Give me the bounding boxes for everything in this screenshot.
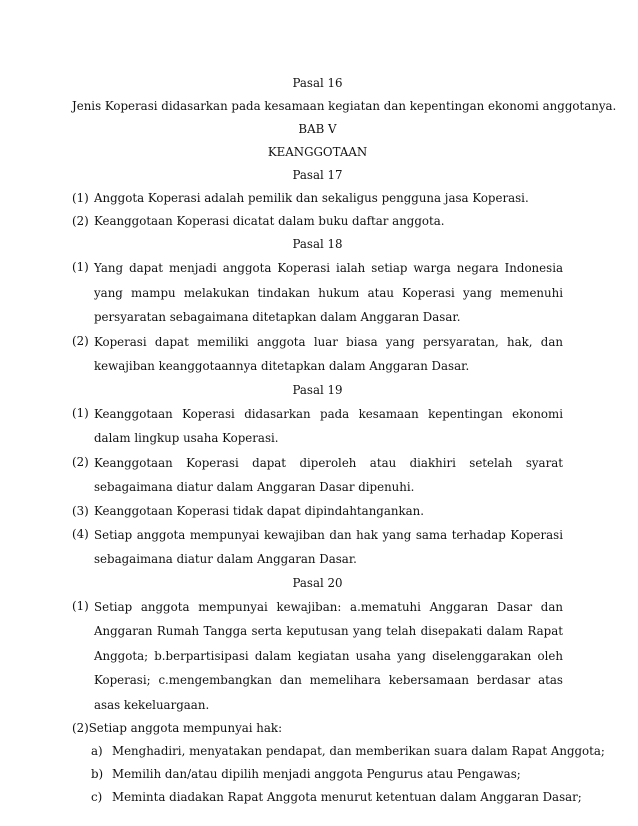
item-number: (1) bbox=[72, 260, 89, 274]
item-number: (1) bbox=[72, 191, 89, 205]
item-text: Setiap anggota mempunyai kewajiban dan hak yang sama terhadap Koperasi sebagaimana diatur dalam Anggaran Dasar. bbox=[94, 527, 563, 566]
pasal-17-item-1 bbox=[72, 187, 563, 210]
pasal-16-heading: Pasal 16 bbox=[292, 76, 343, 90]
pasal-18-item-2 bbox=[72, 330, 563, 379]
pasal-19-item-1 bbox=[72, 402, 563, 451]
item-text: Keanggotaan Koperasi dapat diperoleh atau diakhiri setelah syarat sebagaimana diatur dalam Anggaran Dasar dipenuhi. bbox=[94, 455, 563, 494]
pasal-18-item-1 bbox=[72, 256, 563, 330]
pasal-20-sub-c bbox=[72, 786, 582, 809]
pasal-19-heading: Pasal 19 bbox=[292, 382, 343, 397]
item-number: (3) bbox=[72, 503, 89, 518]
pasal-20-heading: Pasal 20 bbox=[292, 575, 343, 590]
item-number: (2) bbox=[72, 454, 89, 469]
sub-letter: b) bbox=[91, 767, 104, 781]
sub-text: Meminta diadakan Rapat Anggota menurut ketentuan dalam Anggaran Dasar; bbox=[112, 790, 582, 804]
item-text: Anggota Koperasi adalah pemilik dan sekaligus pengguna jasa Koperasi. bbox=[94, 191, 529, 205]
item-text: Koperasi dapat memiliki anggota luar biasa yang persyaratan, hak, dan kewajiban keanggotaannya ditetapkan dalam Anggaran Dasar. bbox=[94, 334, 563, 373]
pasal-19-item-4 bbox=[72, 523, 563, 572]
item-number: (2) bbox=[72, 214, 89, 228]
pasal-18-heading: Pasal 18 bbox=[292, 237, 343, 251]
item-number: (1) bbox=[72, 405, 89, 420]
item-number: (2) bbox=[72, 333, 89, 348]
item-text: Yang dapat menjadi anggota Koperasi ialah setiap warga negara Indonesia yang mampu melakukan tindakan hukum atau Koperasi yang memenuhi persyaratan sebagaimana ditetapkan dalam Anggaran Dasar. bbox=[94, 261, 563, 324]
item-text: Setiap anggota mempunyai kewajiban: a.mematuhi Anggaran Dasar dan Anggaran Rumah Tangga serta keputusan yang telah disepakati dalam Rapat Anggota; b.berpartisipasi dalam kegiatan usaha yang diselenggarakan oleh Koperasi; c.mengembangkan dan memelihara kebersamaan berdasar atas asas kekeluargaan. bbox=[94, 599, 563, 712]
bab-number: BAB V bbox=[298, 122, 337, 136]
pasal-20-item-1 bbox=[72, 595, 563, 718]
item-number: (1) bbox=[72, 598, 89, 613]
sub-letter: c) bbox=[91, 790, 103, 804]
item-text: Keanggotaan Koperasi dicatat dalam buku daftar anggota. bbox=[94, 214, 445, 228]
sub-text: Memilih dan/atau dipilih menjadi anggota Pengurus atau Pengawas; bbox=[112, 767, 521, 781]
pasal-17-heading: Pasal 17 bbox=[292, 168, 343, 182]
pasal-20-sub-a bbox=[72, 740, 605, 763]
pasal-19-item-2 bbox=[72, 451, 563, 500]
item-text: Keanggotaan Koperasi tidak dapat dipindahtangankan. bbox=[94, 503, 425, 518]
sub-letter: a) bbox=[91, 744, 103, 758]
bab-title: KEANGGOTAAN bbox=[267, 145, 368, 159]
item-number: (4) bbox=[72, 526, 89, 541]
pasal-17-item-2 bbox=[72, 210, 563, 233]
item-text: Keanggotaan Koperasi didasarkan pada kesamaan kepentingan ekonomi dalam lingkup usaha Koperasi. bbox=[94, 406, 563, 445]
document-page bbox=[72, 72, 617, 809]
sub-text: Menghadiri, menyatakan pendapat, dan memberikan suara dalam Rapat Anggota; bbox=[112, 744, 605, 758]
pasal-19-item-3 bbox=[72, 500, 563, 523]
pasal-20-item-2-label: (2)Setiap anggota mempunyai hak: bbox=[72, 721, 283, 735]
pasal-16-text: Jenis Koperasi didasarkan pada kesamaan kegiatan dan kepentingan ekonomi anggotanya. bbox=[72, 99, 617, 113]
pasal-20-sub-b bbox=[72, 763, 563, 786]
